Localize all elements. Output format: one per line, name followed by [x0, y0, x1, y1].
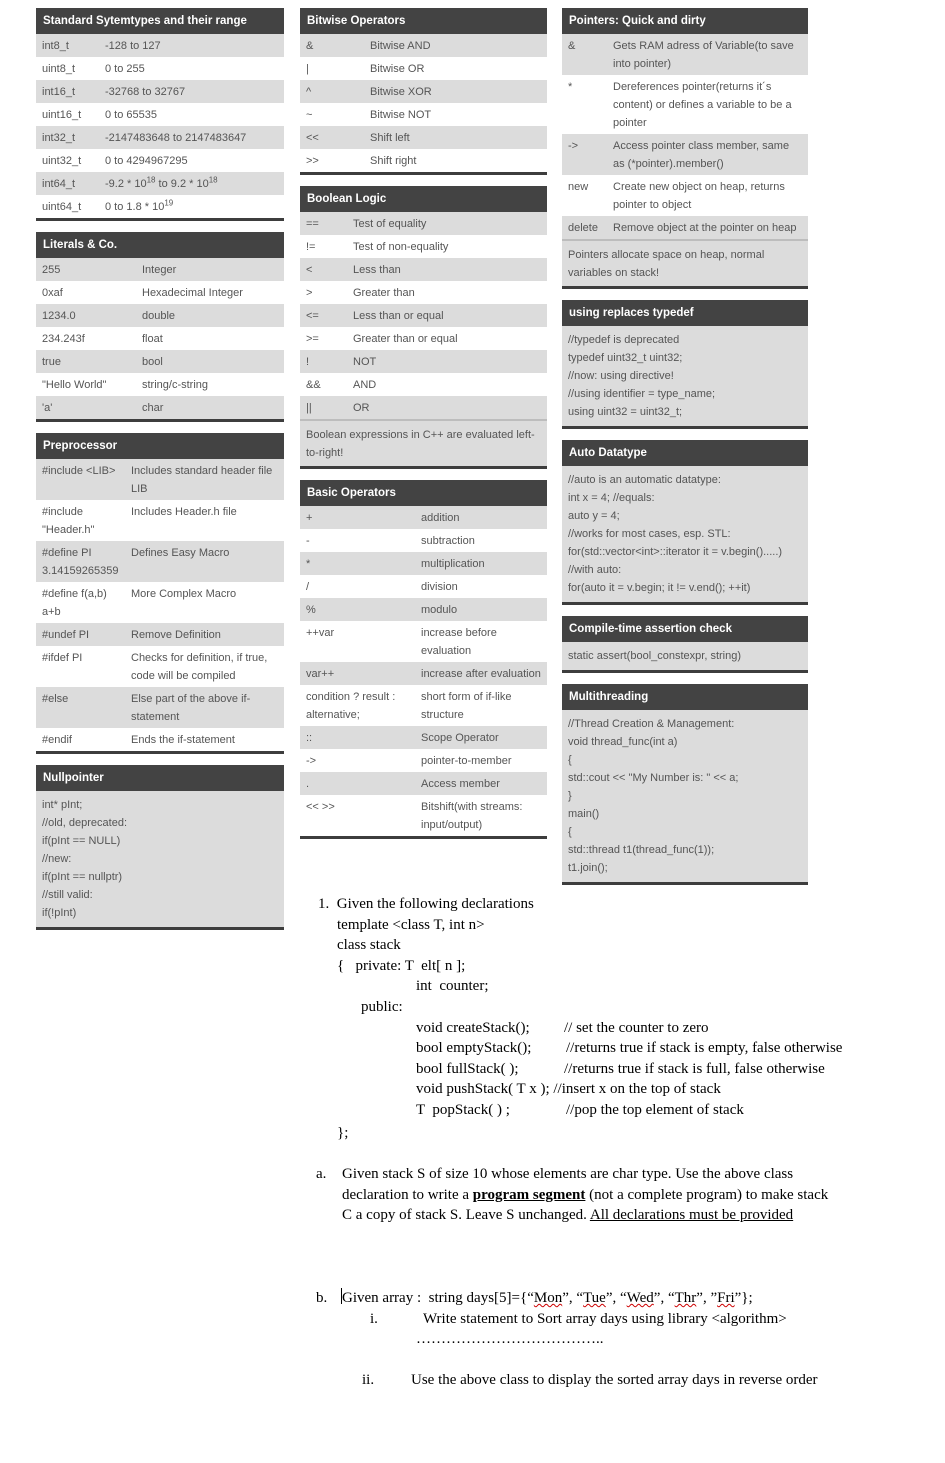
- table-row: << >> Bitshift(with streams: input/output): [300, 795, 547, 836]
- table-row: uint64_t 0 to $1.8 * 10^{19}$: [36, 195, 284, 218]
- table-row: #include <LIB> Includes standard header file LIB: [36, 459, 284, 500]
- method-line: T popStack( ) ; //pop the top element of stack: [416, 1101, 744, 1118]
- auto-code: //auto is an automatic datatype: int x = 4; //equals: auto y = 4; //works for most cases, esp. STL: for(std::vector<int>::iterator it = v.begin().....) //with auto: for(auto it = v.begin; it != v.end(); ++it): [562, 466, 808, 602]
- code-line: class stack: [337, 937, 401, 954]
- table-row: & Gets RAM adress of Variable(to save into pointer): [562, 34, 808, 75]
- assert-title: Compile-time assertion check: [562, 616, 808, 642]
- pointers-note: Pointers allocate space on heap, normal variables on stack!: [562, 239, 808, 286]
- code-line: public:: [361, 998, 403, 1015]
- table-row: #endif Ends the if-statement: [36, 728, 284, 751]
- table-row: delete Remove object at the pointer on heap: [562, 216, 808, 239]
- table-row: uint32_t 0 to 4294967295: [36, 149, 284, 172]
- threading-code: //Thread Creation & Management: void thread_func(int a) { std::cout << "My Number is: " << a; } main() { std::thread t1(thread_func(1)); t1.join();: [562, 710, 808, 882]
- preprocessor-box: [36, 433, 284, 754]
- bitwise-title: Bitwise Operators: [300, 8, 547, 34]
- table-row: * multiplication: [300, 552, 547, 575]
- systypes-title: Standard Sytemtypes and their range: [36, 8, 284, 34]
- method-line: bool emptyStack(); //returns true if stack is empty, false otherwise: [416, 1040, 843, 1057]
- part-b-i: i. Write statement to Sort array days using library <algorithm>: [370, 1310, 787, 1327]
- code-line: };: [337, 1124, 349, 1141]
- using-box: [562, 300, 808, 429]
- code-line: { private: T elt[ n ];: [337, 957, 466, 974]
- table-row: + addition: [300, 506, 547, 529]
- auto-title: Auto Datatype: [562, 440, 808, 466]
- table-row: << Shift left: [300, 126, 547, 149]
- part-a-line: C a copy of stack S. Leave S unchanged. All declarations must be provided: [342, 1207, 794, 1224]
- table-row: -> pointer-to-member: [300, 749, 547, 772]
- bitwise-table: [300, 34, 547, 172]
- literals-title: Literals & Co.: [36, 232, 284, 258]
- table-row: . Access member: [300, 772, 547, 795]
- table-row: #include "Header.h" Includes Header.h file: [36, 500, 284, 541]
- table-row: * Dereferences pointer(returns it´s content) or defines a variable to be a pointer: [562, 75, 808, 134]
- table-row: <= Less than or equal: [300, 304, 547, 327]
- basic-operators-box: [300, 480, 547, 839]
- table-row: condition ? result : alternative; short form of if-like structure: [300, 685, 547, 726]
- basic-operators-title: Basic Operators: [300, 480, 547, 506]
- exam-question: [318, 894, 918, 1391]
- systypes-table: [36, 34, 284, 218]
- answer-dots: ………………………………..: [416, 1331, 604, 1348]
- literals-table: [36, 258, 284, 419]
- table-row: int64_t $-9.2 * 10^{18}$ to $9.2 * 10^{18}$: [36, 172, 284, 195]
- table-row: #ifdef PI Checks for definition, if true, code will be compiled: [36, 646, 284, 687]
- boolean-table: [300, 212, 547, 419]
- nullpointer-title: Nullpointer: [36, 765, 284, 791]
- table-row: ~ Bitwise NOT: [300, 103, 547, 126]
- code-line: template <class T, int n>: [337, 916, 485, 933]
- table-row: ! NOT: [300, 350, 547, 373]
- part-b-ii: ii. Use the above class to display the sorted array days in reverse order: [362, 1372, 818, 1389]
- table-row: int32_t -2147483648 to 2147483647: [36, 126, 284, 149]
- preprocessor-table: [36, 459, 284, 751]
- table-row: int16_t -32768 to 32767: [36, 80, 284, 103]
- bitwise-box: [300, 8, 547, 175]
- method-line: void createStack(); // set the counter to zero: [416, 1019, 709, 1036]
- pointers-box: [562, 8, 808, 289]
- preprocessor-title: Preprocessor: [36, 433, 284, 459]
- table-row: & Bitwise AND: [300, 34, 547, 57]
- literals-box: [36, 232, 284, 422]
- pointers-table: [562, 34, 808, 239]
- table-row: - subtraction: [300, 529, 547, 552]
- column-left: [36, 8, 284, 941]
- table-row: 255 Integer: [36, 258, 284, 281]
- using-code: //typedef is deprecated typedef uint32_t uint32; //now: using directive! //using identifier = type_name; using uint32 = uint32_t;: [562, 326, 808, 426]
- table-row: -> Access pointer class member, same as (*pointer).member(): [562, 134, 808, 175]
- nullpointer-code: int* pInt; //old, deprecated: if(pInt == NULL) //new: if(pInt == nullptr) //still valid: if(!pInt): [36, 791, 284, 927]
- table-row: != Test of non-equality: [300, 235, 547, 258]
- table-row: || OR: [300, 396, 547, 419]
- table-row: == Test of equality: [300, 212, 547, 235]
- table-row: #else Else part of the above if-statement: [36, 687, 284, 728]
- table-row: > Greater than: [300, 281, 547, 304]
- threading-box: [562, 684, 808, 885]
- table-row: ++var increase before evaluation: [300, 621, 547, 662]
- table-row: int8_t -128 to 127: [36, 34, 284, 57]
- boolean-note: Boolean expressions in C++ are evaluated left-to-right!: [300, 419, 547, 466]
- threading-title: Multithreading: [562, 684, 808, 710]
- table-row: >= Greater than or equal: [300, 327, 547, 350]
- table-row: % modulo: [300, 598, 547, 621]
- table-row: 234.243f float: [36, 327, 284, 350]
- table-row: :: Scope Operator: [300, 726, 547, 749]
- table-row: | Bitwise OR: [300, 57, 547, 80]
- table-row: < Less than: [300, 258, 547, 281]
- table-row: ^ Bitwise XOR: [300, 80, 547, 103]
- table-row: >> Shift right: [300, 149, 547, 172]
- auto-box: [562, 440, 808, 605]
- question-1-heading: 1. Given the following declarations: [318, 896, 534, 912]
- column-right: [562, 8, 808, 896]
- table-row: "Hello World" string/c-string: [36, 373, 284, 396]
- table-row: #undef PI Remove Definition: [36, 623, 284, 646]
- using-title: using replaces typedef: [562, 300, 808, 326]
- column-middle: [300, 8, 547, 850]
- assert-box: [562, 616, 808, 673]
- pointers-title: Pointers: Quick and dirty: [562, 8, 808, 34]
- method-line: bool fullStack( ); //returns true if stack is full, false otherwise: [416, 1060, 825, 1077]
- table-row: #define f(a,b) a+b More Complex Macro: [36, 582, 284, 623]
- code-line: int counter;: [416, 978, 489, 995]
- nullpointer-box: [36, 765, 284, 930]
- table-row: var++ increase after evaluation: [300, 662, 547, 685]
- table-row: / division: [300, 575, 547, 598]
- assert-code: static assert(bool_constexpr, string): [562, 642, 808, 670]
- table-row: 0xaf Hexadecimal Integer: [36, 281, 284, 304]
- table-row: new Create new object on heap, returns pointer to object: [562, 175, 808, 216]
- table-row: && AND: [300, 373, 547, 396]
- table-row: true bool: [36, 350, 284, 373]
- basic-operators-table: [300, 506, 547, 836]
- table-row: uint16_t 0 to 65535: [36, 103, 284, 126]
- systypes-box: [36, 8, 284, 221]
- boolean-title: Boolean Logic: [300, 186, 547, 212]
- part-a-line: declaration to write a program segment (not a complete program) to make stack: [342, 1186, 829, 1203]
- table-row: #define PI 3.14159265359 Defines Easy Macro: [36, 541, 284, 582]
- method-line: void pushStack( T x ); //insert x on the top of stack: [416, 1081, 721, 1098]
- table-row: 'a' char: [36, 396, 284, 419]
- part-b: b. Given array : string days[5]={“Mon”, “Tue”, “Wed”, “Thr”, ”Fri”};: [316, 1289, 753, 1306]
- table-row: uint8_t 0 to 255: [36, 57, 284, 80]
- part-a: a. Given stack S of size 10 whose elements are char type. Use the above class: [316, 1166, 794, 1183]
- boolean-box: [300, 186, 547, 469]
- table-row: 1234.0 double: [36, 304, 284, 327]
